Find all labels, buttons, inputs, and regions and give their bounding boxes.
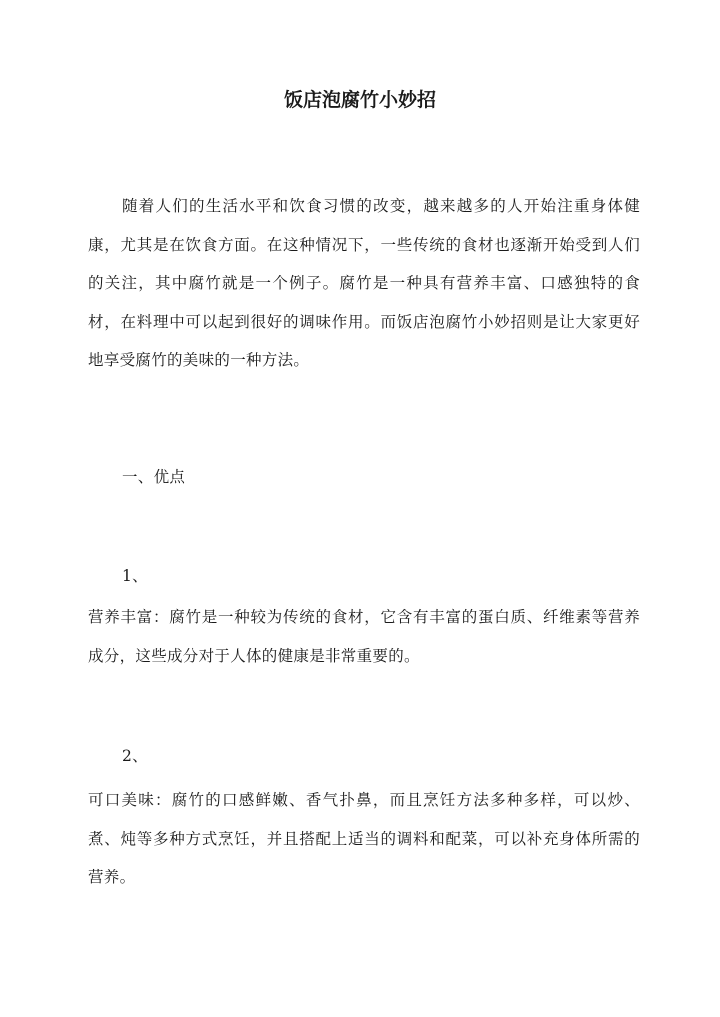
item-number: 2、: [122, 747, 148, 765]
item-text: 可口美味：腐竹的口感鲜嫩、香气扑鼻，而且烹饪方法多种多样，可以炒、煮、炖等多种方式烹饪，并且搭配上适当的调料和配菜，可以补充身体所需的营养。: [88, 791, 640, 886]
item-number: 1、: [122, 567, 148, 585]
document-title: 饭店泡腐竹小妙招: [283, 89, 436, 111]
item-text: 营养丰富：腐竹是一种较为传统的食材，它含有丰富的蛋白质、纤维素等营养成分，这些成分对于人体的健康是非常重要的。: [88, 608, 640, 665]
section-heading-advantages: 一、优点: [122, 468, 186, 486]
intro-paragraph: 随着人们的生活水平和饮食习惯的改变，越来越多的人开始注重身体健康，尤其是在饮食方面。在这种情况下，一些传统的食材也逐渐开始受到人们的关注，其中腐竹就是一个例子。腐竹是一种具有营养丰富、口感独特的食材，在料理中可以起到很好的调味作用。而饭店泡腐竹小妙招则是让大家更好地享受腐竹的美味的一种方法。: [88, 197, 640, 369]
